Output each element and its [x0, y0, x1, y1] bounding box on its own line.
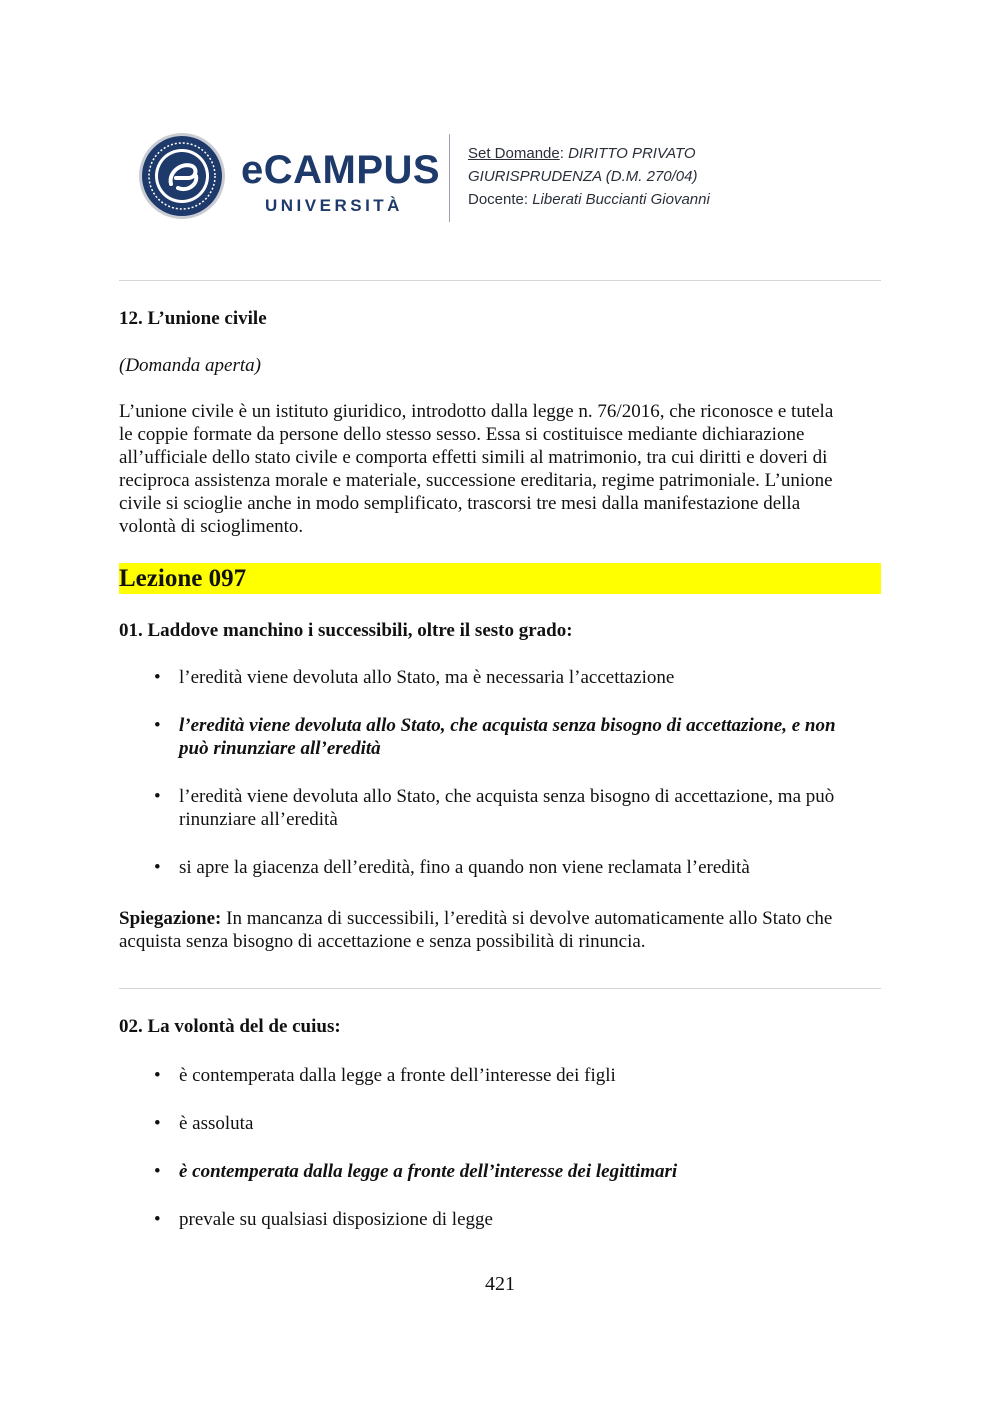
answer-line: reciproca assistenza morale e materiale, successione ereditaria, regime patrimoniale. L’unione — [119, 470, 833, 491]
set-line: Set Domande: DIRITTO PRIVATO — [468, 145, 696, 162]
option-item-correct — [119, 1160, 881, 1183]
header-info — [468, 142, 710, 211]
option-text: l’eredità viene devoluta allo Stato, ma è necessaria l’accettazione — [179, 667, 675, 688]
answer-line: all’ufficiale dello stato civile e comporta effetti simili al matrimonio, tra cui diritti e doveri di — [119, 447, 828, 468]
lesson-header — [119, 563, 881, 594]
bullet-icon: • — [154, 786, 161, 807]
option-item — [119, 1208, 881, 1231]
option-text-line: può rinunziare all’eredità — [179, 738, 381, 759]
answer-line: civile si scioglie anche in modo semplificato, trascorsi tre mesi dalla manifestazione della — [119, 493, 801, 514]
explanation-text: In mancanza di successibili, l’eredità si devolve automaticamente allo Stato che — [221, 908, 833, 929]
option-text-line: rinunziare all’eredità — [179, 809, 338, 830]
bullet-icon: • — [154, 1161, 161, 1182]
question-01-title: 01. Laddove manchino i successibili, oltre il sesto grado: — [119, 620, 573, 641]
page-number: 421 — [485, 1273, 515, 1295]
header-rule — [119, 280, 881, 281]
explanation-label: Spiegazione: — [119, 908, 222, 929]
answer-line: le coppie formate da persone dello stesso sesso. Essa si costituisce mediante dichiarazione — [119, 424, 805, 445]
bullet-icon: • — [154, 667, 161, 688]
lesson-title: Lezione 097 — [119, 565, 247, 592]
option-text: è contemperata dalla legge a fronte dell’interesse dei legittimari — [179, 1161, 678, 1182]
docente-value: Liberati Buccianti Giovanni — [532, 191, 710, 208]
explanation-line — [119, 907, 881, 930]
option-text-line: l’eredità viene devoluta allo Stato, che acquista senza bisogno di accettazione, e non — [179, 715, 836, 736]
option-item-correct — [119, 714, 881, 760]
question-01-explanation — [119, 907, 881, 953]
set-value-line2: GIURISPRUDENZA (D.M. 270/04) — [468, 168, 698, 185]
page-header — [138, 132, 758, 224]
bullet-icon: • — [154, 1113, 161, 1134]
option-text-line: l’eredità viene devoluta allo Stato, che acquista senza bisogno di accettazione, ma può — [179, 786, 835, 807]
bullet-icon: • — [154, 1065, 161, 1086]
question-01-options — [119, 666, 881, 879]
ecampus-seal-icon — [138, 132, 226, 220]
option-text: prevale su qualsiasi disposizione di legge — [179, 1209, 493, 1230]
option-item — [119, 785, 881, 831]
bullet-icon: • — [154, 715, 161, 736]
explanation-line: acquista senza bisogno di accettazione e senza possibilità di rinuncia. — [119, 931, 646, 952]
option-text: si apre la giacenza dell’eredità, fino a quando non viene reclamata l’eredità — [179, 857, 750, 878]
docente-label: Docente — [468, 191, 524, 208]
option-item — [119, 856, 881, 879]
option-text: è assoluta — [179, 1113, 254, 1134]
question-02-options — [119, 1064, 881, 1231]
question-12-title: 12. L’unione civile — [119, 308, 267, 329]
question-12-type: (Domanda aperta) — [119, 355, 261, 376]
answer-line: volontà di scioglimento. — [119, 516, 304, 537]
ecampus-wordmark — [241, 150, 441, 220]
set-label: Set Domande — [468, 145, 560, 162]
logo-sub-text: UNIVERSITÀ — [265, 196, 403, 215]
docente-line: Docente: Liberati Buccianti Giovanni — [468, 191, 710, 208]
option-item — [119, 1112, 881, 1135]
answer-line: L’unione civile è un istituto giuridico, introdotto dalla legge n. 76/2016, che riconosce e tutela — [119, 401, 834, 422]
bullet-icon: • — [154, 857, 161, 878]
question-divider — [119, 988, 881, 989]
option-item — [119, 666, 881, 689]
header-divider — [449, 134, 450, 222]
set-value: DIRITTO PRIVATO — [568, 145, 696, 162]
question-02-title: 02. La volontà del de cuius: — [119, 1016, 341, 1037]
option-text: è contemperata dalla legge a fronte dell’interesse dei figli — [179, 1065, 616, 1086]
logo-brand-text: eCAMPUS — [241, 148, 441, 192]
bullet-icon: • — [154, 1209, 161, 1230]
question-12-answer — [119, 400, 881, 538]
option-item — [119, 1064, 881, 1087]
